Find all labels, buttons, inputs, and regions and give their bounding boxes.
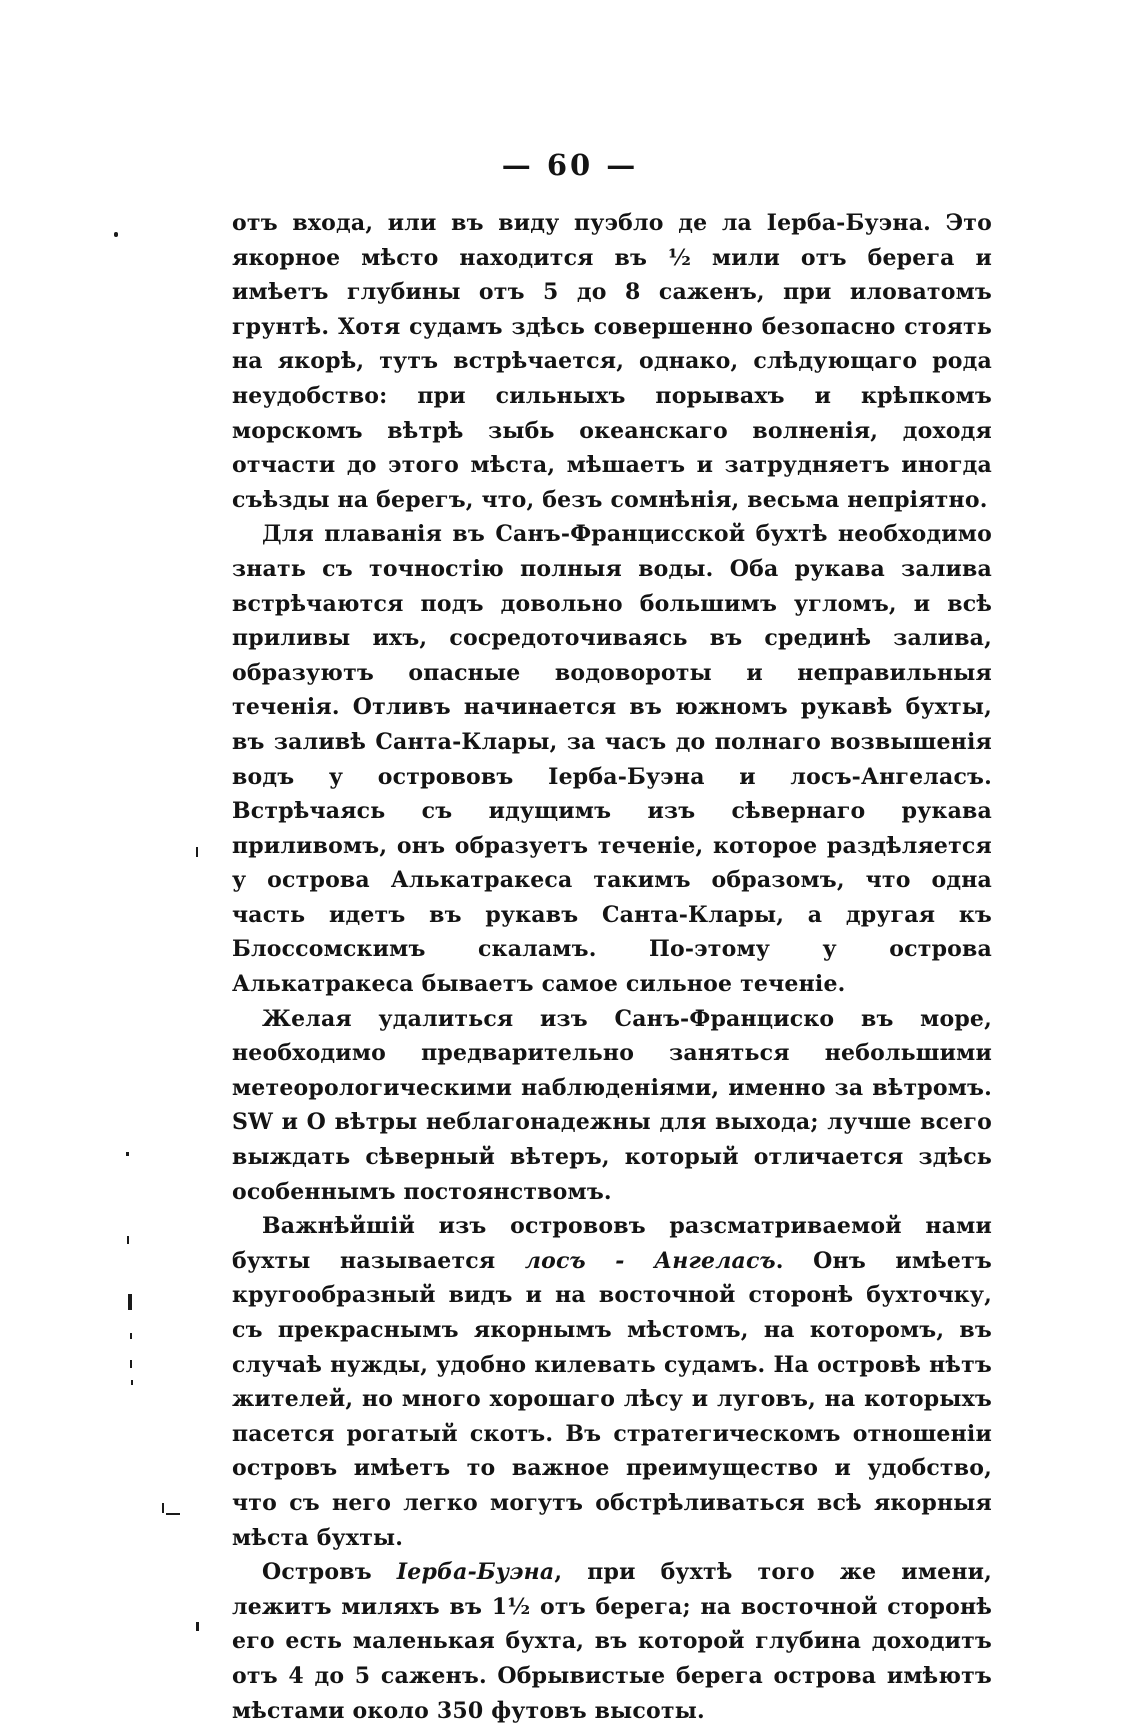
margin-speck bbox=[196, 1622, 199, 1631]
paragraph-5 bbox=[232, 1555, 992, 1728]
margin-speck bbox=[128, 1294, 132, 1310]
paragraph-4 bbox=[232, 1209, 992, 1555]
margin-speck bbox=[130, 1360, 132, 1368]
margin-speck bbox=[131, 1380, 133, 1385]
text-column bbox=[232, 206, 992, 1728]
paragraph-5-text-end: , при бухтѣ того же имени, лежитъ миляхъ въ 1½ отъ берега; на восточной сторонѣ его есть маленькая бухта, въ которой глубина доходитъ отъ 4 до 5 саженъ. Обрывистые берега острова имѣютъ мѣстами около 350 футовъ высоты. bbox=[232, 1559, 993, 1724]
paragraph-4-text-start: Важнѣйшій изъ острововъ разсматриваемой нами бухты называется bbox=[232, 1213, 992, 1274]
margin-speck bbox=[196, 847, 198, 857]
margin-speck bbox=[126, 1152, 129, 1156]
margin-speck bbox=[127, 1236, 129, 1244]
paragraph-3: Желая удалиться изъ Санъ-Франциско въ море, необходимо предварительно заняться небольшими метеорологическими наблюденіями, именно за вѣтромъ. SW и O вѣтры неблагонадежны для выхода; лучше всего выждать сѣверный вѣтеръ, который отличается здѣсь особеннымъ постоянствомъ. bbox=[232, 1005, 992, 1205]
margin-speck bbox=[114, 232, 118, 237]
island-name-los-angelas: лосъ - Ангеласъ bbox=[524, 1247, 776, 1274]
paragraph-1: отъ входа, или въ виду пуэбло де ла Iерба-Буэна. Это якорное мѣсто находится въ ½ мили отъ берега и имѣетъ глубины отъ 5 до 8 саженъ, при иловатомъ грунтѣ. Хотя судамъ здѣсь совершенно безопасно стоять на якорѣ, тутъ встрѣчается, однако, слѣдующаго рода неудобство: при сильныхъ порывахъ и крѣпкомъ морскомъ вѣтрѣ зыбь океанскаго волненія, доходя отчасти до этого мѣста, мѣшаетъ и затрудняетъ иногда съѣзды на берегъ, что, безъ сомнѣнія, весьма непріятно. bbox=[232, 210, 992, 513]
page-number: — 60 — bbox=[501, 148, 639, 182]
margin-speck bbox=[166, 1513, 180, 1515]
paragraph-5-text-start: Островъ bbox=[262, 1559, 397, 1586]
margin-speck bbox=[130, 1333, 132, 1339]
paragraph-2: Для плаванія въ Санъ-Францисской бухтѣ необходимо знать съ точностію полныя воды. Оба рукава залива встрѣчаются подъ довольно большимъ угломъ, и всѣ приливы ихъ, сосредоточиваясь въ срединѣ залива, образуютъ опасные водовороты и неправильныя теченія. Отливъ начинается въ южномъ рукавѣ бухты, въ заливѣ Санта-Клары, за часъ до полнаго возвышенія водъ у острововъ Iерба-Буэна и лосъ-Ангеласъ. Встрѣчаясь съ идущимъ изъ сѣвернаго рукава приливомъ, онъ образуетъ теченіе, которое раздѣляется у острова Алькатракеса такимъ образомъ, что одна часть идетъ въ рукавъ Санта-Клары, а другая къ Блоссомскимъ скаламъ. По-этому у острова Алькатракеса бываетъ самое сильное теченіе. bbox=[232, 521, 992, 998]
island-name-ierba-buena: Iерба-Буэна bbox=[396, 1559, 555, 1586]
margin-speck bbox=[162, 1503, 164, 1513]
paragraph-4-text-end: . Онъ имѣетъ кругообразный видъ и на восточной сторонѣ бухточку, съ прекраснымъ якорнымъ мѣстомъ, на которомъ, въ случаѣ нужды, удобно килевать судамъ. На островѣ нѣтъ жителей, но много хорошаго лѣсу и луговъ, на которыхъ пасется рогатый скотъ. Въ стратегическомъ отношеніи островъ имѣетъ то важное преимущество и удобство, что съ него легко могутъ обстрѣливаться всѣ якорныя мѣста бухты. bbox=[232, 1247, 992, 1551]
